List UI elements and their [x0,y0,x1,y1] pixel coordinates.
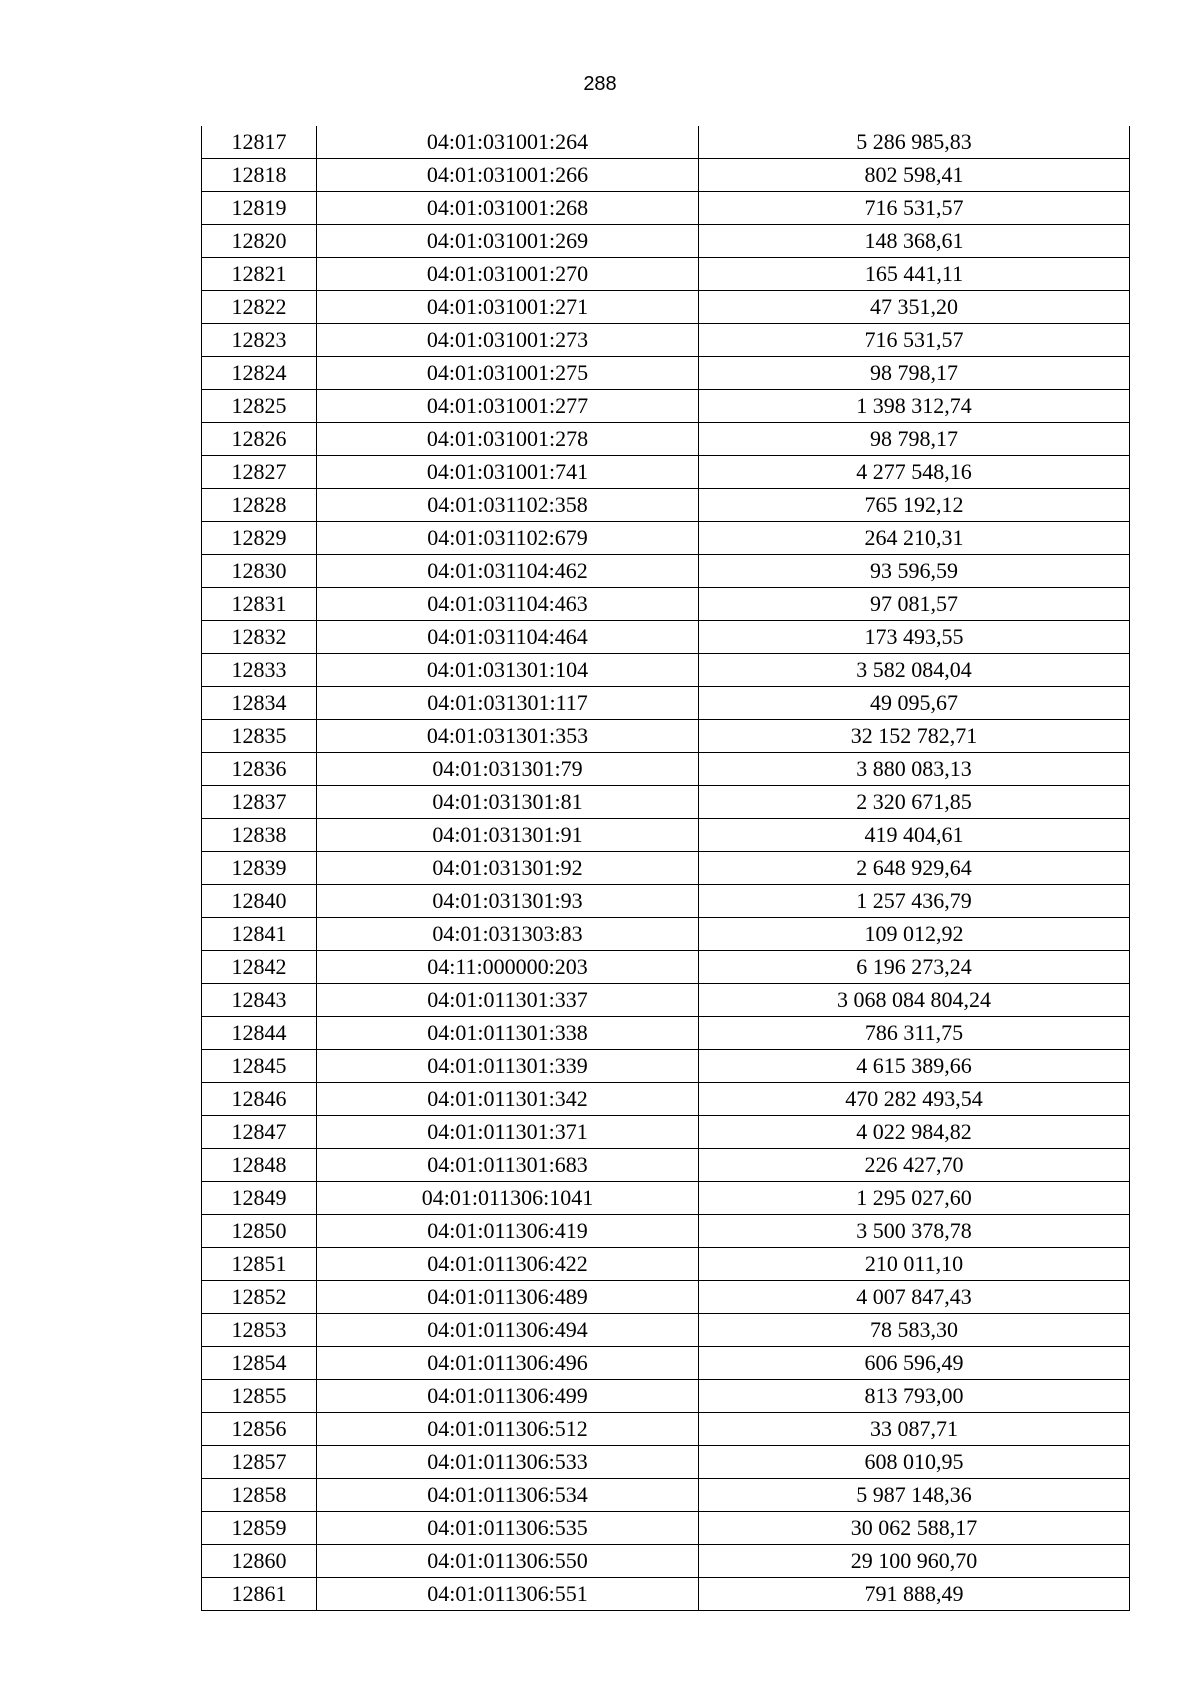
cadastral-value-cell: 165 441,11 [699,258,1130,291]
row-number-cell: 12853 [202,1314,317,1347]
cadastral-value-cell: 210 011,10 [699,1248,1130,1281]
cadastral-number-cell: 04:01:031001:269 [317,225,699,258]
table-row [202,1446,1130,1479]
row-number-cell: 12822 [202,291,317,324]
row-number-cell: 12835 [202,720,317,753]
cadastral-value-cell: 3 880 083,13 [699,753,1130,786]
row-number-cell: 12851 [202,1248,317,1281]
cadastral-number-cell: 04:01:011306:551 [317,1578,699,1611]
table-row [202,126,1130,159]
table-row [202,1248,1130,1281]
table-row [202,324,1130,357]
table-row [202,918,1130,951]
cadastral-number-cell: 04:01:031303:83 [317,918,699,951]
table-row [202,753,1130,786]
cadastral-value-cell: 109 012,92 [699,918,1130,951]
cadastral-number-cell: 04:01:031001:275 [317,357,699,390]
cadastral-number-cell: 04:01:011306:419 [317,1215,699,1248]
table-row [202,456,1130,489]
table-row [202,1479,1130,1512]
table-row [202,1017,1130,1050]
row-number-cell: 12844 [202,1017,317,1050]
row-number-cell: 12846 [202,1083,317,1116]
cadastral-value-cell: 765 192,12 [699,489,1130,522]
table-row [202,1314,1130,1347]
table-row [202,258,1130,291]
cadastral-number-cell: 04:01:031102:358 [317,489,699,522]
cadastral-value-cell: 716 531,57 [699,192,1130,225]
cadastral-value-table [201,126,1130,1611]
cadastral-number-cell: 04:01:011306:550 [317,1545,699,1578]
row-number-cell: 12845 [202,1050,317,1083]
row-number-cell: 12849 [202,1182,317,1215]
table-row [202,1116,1130,1149]
table-row [202,1545,1130,1578]
table-row [202,555,1130,588]
cadastral-value-cell: 606 596,49 [699,1347,1130,1380]
cadastral-number-cell: 04:01:031104:463 [317,588,699,621]
cadastral-value-cell: 98 798,17 [699,423,1130,456]
row-number-cell: 12855 [202,1380,317,1413]
cadastral-value-cell: 1 398 312,74 [699,390,1130,423]
cadastral-value-cell: 98 798,17 [699,357,1130,390]
cadastral-number-cell: 04:01:031301:104 [317,654,699,687]
table-row [202,1050,1130,1083]
cadastral-number-cell: 04:01:031001:741 [317,456,699,489]
row-number-cell: 12841 [202,918,317,951]
cadastral-value-cell: 32 152 782,71 [699,720,1130,753]
cadastral-value-cell: 1 257 436,79 [699,885,1130,918]
cadastral-number-cell: 04:01:011306:534 [317,1479,699,1512]
cadastral-number-cell: 04:01:011306:533 [317,1446,699,1479]
row-number-cell: 12842 [202,951,317,984]
cadastral-value-cell: 1 295 027,60 [699,1182,1130,1215]
cadastral-number-cell: 04:01:031001:266 [317,159,699,192]
cadastral-value-cell: 4 615 389,66 [699,1050,1130,1083]
cadastral-number-cell: 04:01:011301:337 [317,984,699,1017]
row-number-cell: 12819 [202,192,317,225]
cadastral-number-cell: 04:01:011306:512 [317,1413,699,1446]
row-number-cell: 12859 [202,1512,317,1545]
cadastral-number-cell: 04:01:011301:342 [317,1083,699,1116]
cadastral-number-cell: 04:01:011301:338 [317,1017,699,1050]
table-row [202,720,1130,753]
table-row [202,489,1130,522]
cadastral-value-cell: 791 888,49 [699,1578,1130,1611]
cadastral-value-cell: 49 095,67 [699,687,1130,720]
row-number-cell: 12821 [202,258,317,291]
cadastral-value-cell: 5 987 148,36 [699,1479,1130,1512]
page-number: 288 [583,73,617,95]
table-row [202,1149,1130,1182]
cadastral-value-cell: 4 022 984,82 [699,1116,1130,1149]
table-row [202,291,1130,324]
cadastral-value-cell: 97 081,57 [699,588,1130,621]
cadastral-number-cell: 04:01:031001:268 [317,192,699,225]
cadastral-value-cell: 264 210,31 [699,522,1130,555]
table-row [202,588,1130,621]
table-row [202,1215,1130,1248]
row-number-cell: 12836 [202,753,317,786]
table-row [202,1380,1130,1413]
cadastral-number-cell: 04:01:031301:79 [317,753,699,786]
cadastral-value-cell: 2 648 929,64 [699,852,1130,885]
table-row [202,951,1130,984]
row-number-cell: 12854 [202,1347,317,1380]
row-number-cell: 12833 [202,654,317,687]
row-number-cell: 12850 [202,1215,317,1248]
table-row [202,159,1130,192]
row-number-cell: 12824 [202,357,317,390]
cadastral-number-cell: 04:01:031001:264 [317,126,699,159]
cadastral-number-cell: 04:01:031001:271 [317,291,699,324]
cadastral-number-cell: 04:01:031102:679 [317,522,699,555]
row-number-cell: 12818 [202,159,317,192]
cadastral-number-cell: 04:01:031104:464 [317,621,699,654]
cadastral-value-cell: 716 531,57 [699,324,1130,357]
table-body [202,126,1130,1611]
table-row [202,1083,1130,1116]
row-number-cell: 12857 [202,1446,317,1479]
cadastral-number-cell: 04:01:011306:494 [317,1314,699,1347]
cadastral-number-cell: 04:01:031301:81 [317,786,699,819]
row-number-cell: 12838 [202,819,317,852]
cadastral-number-cell: 04:01:011306:496 [317,1347,699,1380]
cadastral-number-cell: 04:01:011306:489 [317,1281,699,1314]
row-number-cell: 12828 [202,489,317,522]
row-number-cell: 12830 [202,555,317,588]
cadastral-number-cell: 04:01:011301:339 [317,1050,699,1083]
cadastral-value-cell: 608 010,95 [699,1446,1130,1479]
cadastral-number-cell: 04:01:031001:277 [317,390,699,423]
cadastral-value-cell: 3 582 084,04 [699,654,1130,687]
row-number-cell: 12837 [202,786,317,819]
row-number-cell: 12861 [202,1578,317,1611]
cadastral-number-cell: 04:01:031001:273 [317,324,699,357]
row-number-cell: 12834 [202,687,317,720]
cadastral-value-cell: 93 596,59 [699,555,1130,588]
cadastral-value-cell: 47 351,20 [699,291,1130,324]
row-number-cell: 12847 [202,1116,317,1149]
cadastral-value-cell: 226 427,70 [699,1149,1130,1182]
row-number-cell: 12840 [202,885,317,918]
cadastral-number-cell: 04:01:011306:535 [317,1512,699,1545]
cadastral-number-cell: 04:01:011301:683 [317,1149,699,1182]
table-row [202,1512,1130,1545]
cadastral-value-cell: 4 007 847,43 [699,1281,1130,1314]
table-row [202,687,1130,720]
cadastral-value-cell: 419 404,61 [699,819,1130,852]
row-number-cell: 12832 [202,621,317,654]
cadastral-value-cell: 802 598,41 [699,159,1130,192]
cadastral-number-cell: 04:01:011301:371 [317,1116,699,1149]
cadastral-number-cell: 04:01:011306:422 [317,1248,699,1281]
cadastral-value-cell: 5 286 985,83 [699,126,1130,159]
cadastral-value-cell: 813 793,00 [699,1380,1130,1413]
table-row [202,192,1130,225]
cadastral-number-cell: 04:01:031104:462 [317,555,699,588]
table-row [202,357,1130,390]
row-number-cell: 12843 [202,984,317,1017]
row-number-cell: 12829 [202,522,317,555]
cadastral-value-cell: 30 062 588,17 [699,1512,1130,1545]
cadastral-number-cell: 04:01:031001:278 [317,423,699,456]
row-number-cell: 12852 [202,1281,317,1314]
cadastral-value-cell: 148 368,61 [699,225,1130,258]
row-number-cell: 12825 [202,390,317,423]
row-number-cell: 12856 [202,1413,317,1446]
table-row [202,786,1130,819]
table-row [202,885,1130,918]
row-number-cell: 12848 [202,1149,317,1182]
table-row [202,654,1130,687]
cadastral-number-cell: 04:01:031001:270 [317,258,699,291]
row-number-cell: 12817 [202,126,317,159]
cadastral-number-cell: 04:01:011306:1041 [317,1182,699,1215]
cadastral-number-cell: 04:01:031301:93 [317,885,699,918]
row-number-cell: 12827 [202,456,317,489]
row-number-cell: 12858 [202,1479,317,1512]
table-row [202,1182,1130,1215]
cadastral-value-cell: 33 087,71 [699,1413,1130,1446]
table-row [202,522,1130,555]
cadastral-value-cell: 173 493,55 [699,621,1130,654]
table-row [202,1281,1130,1314]
cadastral-value-cell: 2 320 671,85 [699,786,1130,819]
cadastral-number-cell: 04:01:011306:499 [317,1380,699,1413]
row-number-cell: 12831 [202,588,317,621]
row-number-cell: 12860 [202,1545,317,1578]
cadastral-value-cell: 470 282 493,54 [699,1083,1130,1116]
cadastral-number-cell: 04:11:000000:203 [317,951,699,984]
table-row [202,621,1130,654]
table-row [202,423,1130,456]
table-row [202,819,1130,852]
cadastral-value-cell: 3 500 378,78 [699,1215,1130,1248]
cadastral-value-cell: 6 196 273,24 [699,951,1130,984]
cadastral-value-cell: 786 311,75 [699,1017,1130,1050]
cadastral-value-cell: 4 277 548,16 [699,456,1130,489]
cadastral-number-cell: 04:01:031301:92 [317,852,699,885]
table-row [202,984,1130,1017]
table-row [202,1347,1130,1380]
cadastral-value-cell: 3 068 084 804,24 [699,984,1130,1017]
cadastral-number-cell: 04:01:031301:353 [317,720,699,753]
row-number-cell: 12820 [202,225,317,258]
table-row [202,1413,1130,1446]
table-row [202,852,1130,885]
table-row [202,390,1130,423]
table-row [202,1578,1130,1611]
cadastral-value-cell: 78 583,30 [699,1314,1130,1347]
cadastral-number-cell: 04:01:031301:117 [317,687,699,720]
row-number-cell: 12823 [202,324,317,357]
row-number-cell: 12826 [202,423,317,456]
cadastral-value-cell: 29 100 960,70 [699,1545,1130,1578]
row-number-cell: 12839 [202,852,317,885]
cadastral-number-cell: 04:01:031301:91 [317,819,699,852]
table-row [202,225,1130,258]
